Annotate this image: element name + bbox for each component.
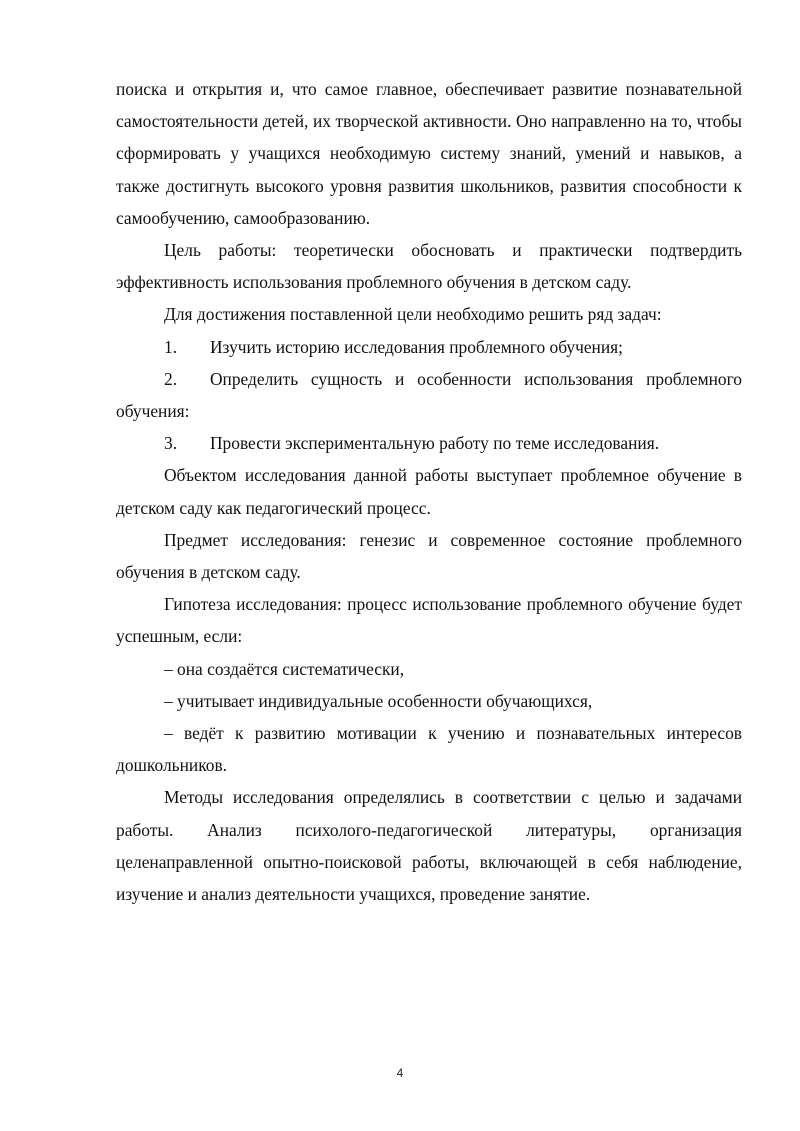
task-text: Провести экспериментальную работу по теме исследования. bbox=[210, 433, 660, 454]
document-body bbox=[116, 73, 742, 910]
task-text: Изучить историю исследования проблемного обучения; bbox=[210, 336, 623, 357]
paragraph-object: Объектом исследования данной работы выступает проблемное обучение в детском саду как педагогический процесс. bbox=[116, 465, 742, 518]
page-number: 4 bbox=[396, 1066, 404, 1080]
condition-item-3: – ведёт к развитию мотивации к учению и познавательных интересов дошкольников. bbox=[116, 723, 742, 776]
task-number: 3. bbox=[164, 433, 178, 454]
task-item-1 bbox=[116, 331, 742, 363]
paragraph-tasks-intro: Для достижения поставленной цели необходимо решить ряд задач: bbox=[164, 304, 662, 325]
condition-item-1: – она создаётся систематически, bbox=[164, 658, 405, 679]
task-item-3 bbox=[116, 427, 742, 459]
paragraph-hypothesis: Гипотеза исследования: процесс использование проблемного обучение будет успешным, если: bbox=[116, 594, 742, 647]
task-number: 1. bbox=[164, 336, 178, 357]
paragraph-goal: Цель работы: теоретически обосновать и практически подтвердить эффективность использования проблемного обучения в детском саду. bbox=[116, 240, 742, 293]
task-item-2 bbox=[116, 363, 742, 427]
task-text: Определить сущность и особенности использования проблемного обучения: bbox=[116, 368, 742, 422]
paragraph-methods: Методы исследования определялись в соответствии с целью и задачами работы. Анализ психолого-педагогической литературы, организация целенаправленной опытно-поисковой работы, включающей в себя наблюдение, изучение и анализ деятельности учащихся, проведение занятие. bbox=[116, 787, 742, 905]
condition-item-2: – учитывает индивидуальные особенности обучающихся, bbox=[164, 690, 593, 711]
task-number: 2. bbox=[164, 368, 178, 389]
paragraph-subject: Предмет исследования: генезис и современное состояние проблемного обучения в детском саду. bbox=[116, 529, 742, 583]
paragraph-intro-continuation: поиска и открытия и, что самое главное, обеспечивает развитие познавательной самостоятельности детей, их творческой активности. Оно направленно на то, чтобы сформировать у учащихся необходимую систему знаний, умений и навыков, а также достигнуть высокого уровня развития школьников, развития способности к самообучению, самообразованию. bbox=[116, 79, 742, 228]
